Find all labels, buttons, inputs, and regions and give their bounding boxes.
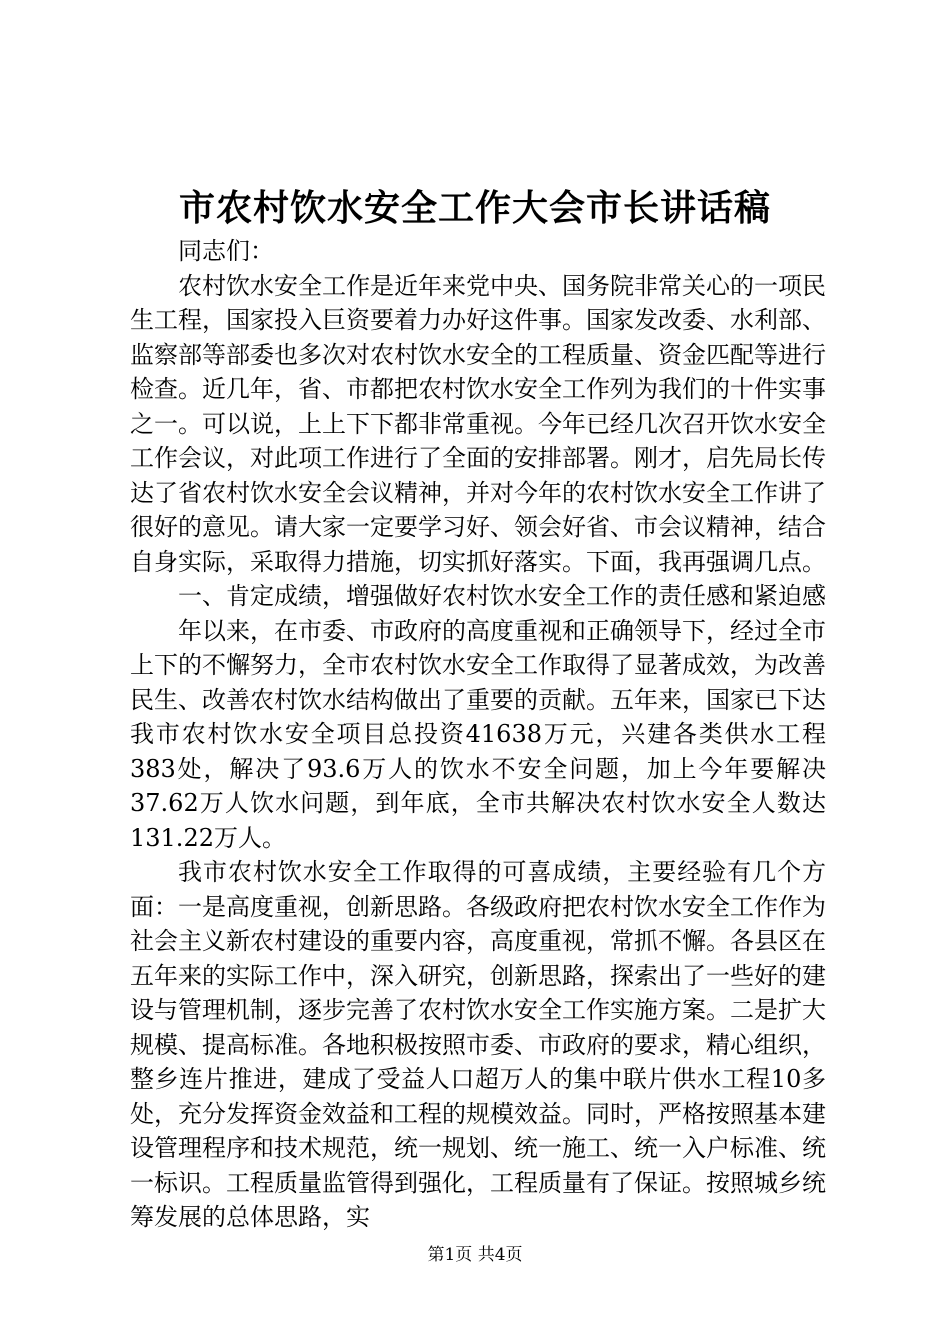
page-title: 市农村饮水安全工作大会市长讲话稿 — [178, 187, 771, 229]
paragraph-experience: 我市农村饮水安全工作取得的可喜成绩，主要经验有几个方面：一是高度重视，创新思路。各级政府把农村饮水安全工作作为社会主义新农村建设的重要内容，高度重视，常抓不懈。各县区在五年来的实际工作中，深入研究，创新思路，探索出了一些好的建设与管理机制，逐步完善了农村饮水安全工作实施方案。二是扩大规模、提高标准。各地积极按照市委、市政府的要求，精心组织，整乡连片推进，建成了受益人口超万人的集中联片供水工程10多处，充分发挥资金效益和工程的规模效益。同时，严格按照基本建设管理程序和技术规范，统一规划、统一施工、统一入户标准、统一标识。工程质量监管得到强化，工程质量有了保证。按照城乡统筹发展的总体思路，实 — [130, 858, 826, 1231]
document-body — [130, 234, 826, 1235]
page-footer: 第1页 共4页 — [427, 1245, 523, 1265]
paragraph-intro: 农村饮水安全工作是近年来党中央、国务院非常关心的一项民生工程，国家投入巨资要着力办好这件事。国家发改委、水利部、监察部等部委也多次对农村饮水安全的工程质量、资金匹配等进行检查。近几年，省、市都把农村饮水安全工作列为我们的十件实事之一。可以说，上上下下都非常重视。今年已经几次召开饮水安全工作会议，对此项工作进行了全面的安排部署。刚才，启先局长传达了省农村饮水安全会议精神，并对今年的农村饮水安全工作讲了很好的意见。请大家一定要学习好、领会好省、市会议精神，结合自身实际，采取得力措施，切实抓好落实。下面，我再强调几点。 — [130, 271, 826, 576]
section-heading-1: 一、肯定成绩，增强做好农村饮水安全工作的责任感和紧迫感 — [178, 582, 826, 610]
salutation: 同志们： — [178, 237, 274, 265]
paragraph-achievements: 年以来，在市委、市政府的高度重视和正确领导下，经过全市上下的不懈努力，全市农村饮水安全工作取得了显著成效，为改善民生、改善农村饮水结构做出了重要的贡献。五年来，国家已下达我市农村饮水安全项目总投资41638万元，兴建各类供水工程383处，解决了93.6万人的饮水不安全问题，加上今年要解决37.62万人饮水问题，到年底，全市共解决农村饮水安全人数达131.22万人。 — [130, 616, 826, 852]
